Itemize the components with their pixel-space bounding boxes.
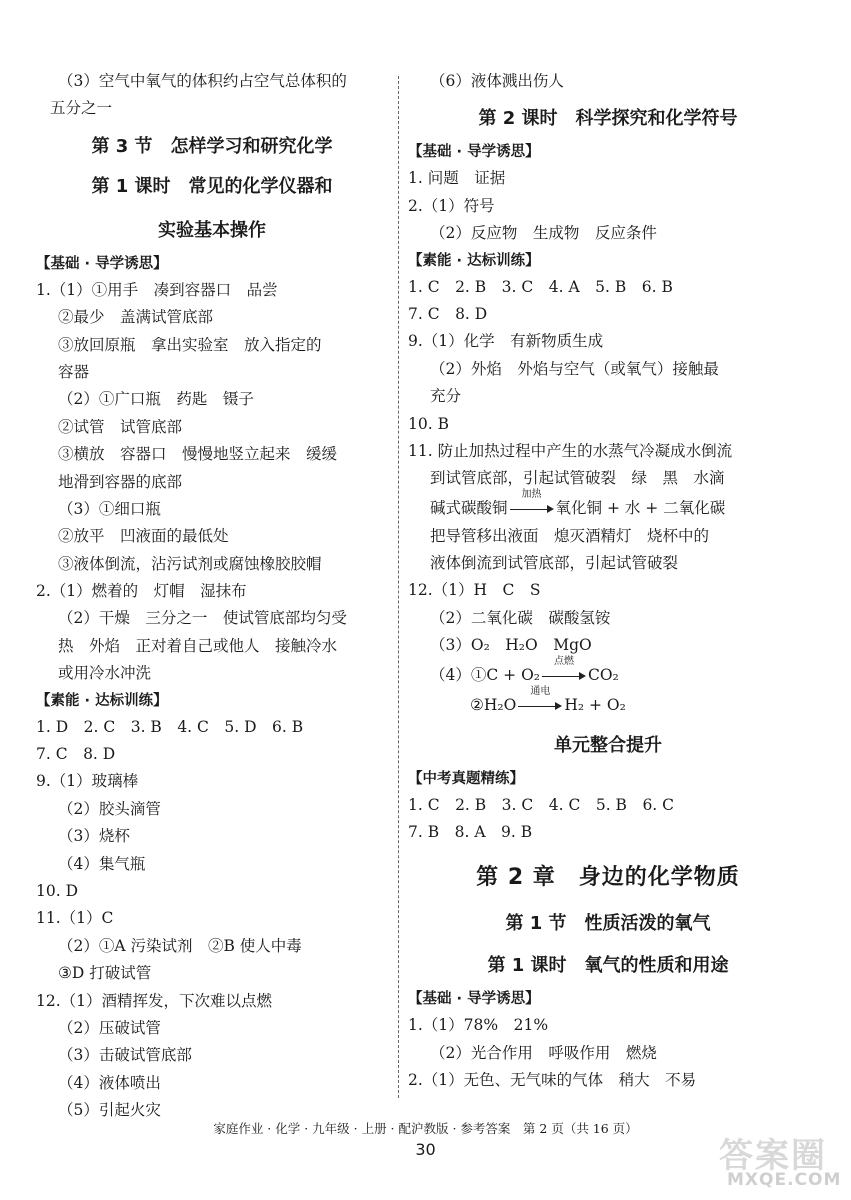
right-column	[408, 68, 808, 1095]
lesson-title: 第 1 课时 常见的化学仪器和	[91, 175, 333, 197]
answer-line: （2）反应物 生成物 反应条件	[430, 224, 657, 243]
product: CO₂	[587, 665, 619, 684]
answer-line: 把导管移出液面 熄灭酒精灯 烧杯中的	[430, 526, 710, 545]
answer-line: （3）击破试管底部	[58, 1046, 192, 1065]
answer-line: 地滑到容器的底部	[58, 472, 183, 491]
lesson-title: 第 2 课时 科学探究和化学符号	[478, 108, 738, 130]
reactant: ②H₂O	[470, 695, 517, 714]
answer-line: 五分之一	[50, 99, 113, 118]
answer-line: （3）①细口瓶	[58, 499, 161, 518]
answer-line: 1.（1）①用手 凑到容器口 品尝	[36, 280, 278, 299]
lesson-title: 第 1 课时 氧气的性质和用途	[487, 955, 729, 977]
section-header: 【基础 · 导学诱思】	[36, 255, 168, 272]
answer-line: （2）二氧化碳 碳酸氢铵	[430, 608, 611, 627]
section-header: 【基础 · 导学诱思】	[408, 144, 540, 161]
answer-line: （2）压破试管	[58, 1018, 161, 1037]
lesson-title: 实验基本操作	[158, 219, 266, 241]
answer-line: （3）烧杯	[58, 827, 130, 846]
answer-line: 1. D 2. C 3. B 4. C 5. D 6. B	[36, 717, 304, 736]
reaction-condition: 加热	[521, 488, 542, 500]
answer-line: 7. B 8. A 9. B	[408, 823, 533, 842]
section-title: 第 3 节 怎样学习和研究化学	[91, 135, 333, 157]
reaction-equation	[408, 488, 808, 523]
section-header: 【素能 · 达标训练】	[36, 692, 168, 709]
answer-line: （2）胶头滴管	[58, 799, 161, 818]
answer-line: 7. C 8. D	[408, 304, 488, 323]
answer-line: 12.（1）酒精挥发，下次难以点燃	[36, 991, 273, 1010]
answer-line: （2）外焰 外焰与空气（或氧气）接触最	[430, 359, 719, 378]
answer-line: （4）集气瓶	[58, 854, 146, 873]
left-column	[36, 68, 388, 1125]
answer-line: ③D 打破试管	[58, 964, 152, 983]
answer-line: 10. D	[36, 881, 79, 900]
answer-line: 11. 防止加热过程中产生的水蒸气冷凝成水倒流	[408, 441, 733, 460]
answer-line: （5）引起火灾	[58, 1101, 161, 1120]
answer-line: 1. C 2. B 3. C 4. C 5. B 6. C	[408, 795, 675, 814]
answer-line: ③横放 容器口 慢慢地竖立起来 缓缓	[58, 445, 338, 464]
watermark-text: 答案圈	[719, 1136, 827, 1176]
answer-line: 液体倒流到试管底部，引起试管破裂	[430, 554, 679, 573]
reaction-arrow-icon	[542, 655, 586, 683]
answer-line: 2.（1）燃着的 灯帽 湿抹布	[36, 582, 247, 601]
answer-line: ②最少 盖满试管底部	[58, 308, 214, 327]
answer-line: （4）液体喷出	[58, 1073, 161, 1092]
unit-title: 单元整合提升	[554, 734, 662, 756]
reaction-condition: 点燃	[553, 655, 574, 667]
reaction-arrow-icon	[518, 685, 562, 713]
chapter-title: 第 2 章 身边的化学物质	[476, 865, 740, 891]
page-footer: 家庭作业 · 化学 · 九年级 · 上册 · 配沪教版 · 参考答案 第 2 页（共 16 页）	[213, 1121, 638, 1136]
answer-line: 充分	[430, 387, 462, 406]
answer-line: 1. C 2. B 3. C 4. A 5. B 6. B	[408, 277, 673, 296]
reactant: （4）①C + O₂	[430, 665, 540, 684]
reaction-equation	[408, 655, 808, 690]
answer-line: 热 外焰 正对着自己或他人 接触冷水	[58, 636, 338, 655]
answer-line: 7. C 8. D	[36, 745, 116, 764]
section-header: 【基础 · 导学诱思】	[408, 991, 540, 1008]
answer-line: 9.（1）化学 有新物质生成	[408, 332, 604, 351]
answer-line: 2.（1）无色、无气味的气体 稍大 不易	[408, 1071, 697, 1090]
reactant: 碱式碳酸铜	[430, 498, 508, 517]
page-number: 30	[415, 1140, 436, 1159]
answer-line: 11.（1）C	[36, 909, 114, 928]
reaction-equation	[408, 685, 808, 720]
answer-line: ②放平 凹液面的最低处	[58, 527, 229, 546]
product: 氧化铜 + 水 + 二氧化碳	[555, 498, 726, 517]
product: H₂ + O₂	[564, 695, 626, 714]
answer-line: （2）①广口瓶 药匙 镊子	[58, 390, 254, 409]
answer-line: ③放回原瓶 拿出实验室 放入指定的	[58, 335, 322, 354]
watermark-url: MXQE.COM	[727, 1170, 842, 1190]
section-header: 【素能 · 达标训练】	[408, 252, 540, 269]
column-divider	[398, 76, 399, 1098]
answer-line: 1.（1）78% 21%	[408, 1016, 549, 1035]
answer-line: （2）①A 污染试剂 ②B 使人中毒	[58, 936, 302, 955]
reaction-arrow-icon	[510, 488, 554, 516]
answer-line: ②试管 试管底部	[58, 417, 183, 436]
answer-line: 或用冷水冲洗	[58, 664, 152, 683]
answer-line: 10. B	[408, 414, 449, 433]
answer-line: 1. 问题 证据	[408, 169, 506, 188]
watermark-logo	[713, 1128, 841, 1194]
section-header: 【中考真题精练】	[408, 770, 524, 787]
answer-line: 9.（1）玻璃棒	[36, 772, 139, 791]
answer-line: （2）光合作用 呼吸作用 燃烧	[430, 1043, 657, 1062]
answer-line: （3）O₂ H₂O MgO	[430, 636, 592, 655]
section-title: 第 1 节 性质活泼的氧气	[505, 913, 711, 935]
answer-line: （2）干燥 三分之一 使试管底部均匀受	[58, 609, 347, 628]
answer-line: 12.（1）H C S	[408, 581, 541, 600]
reaction-condition: 通电	[530, 685, 551, 697]
answer-line: （3）空气中氧气的体积约占空气总体积的	[58, 72, 347, 90]
answer-line: （6）液体溅出伤人	[430, 72, 564, 90]
answer-line: 2.（1）符号	[408, 196, 495, 215]
answer-line: ③液体倒流，沾污试剂或腐蚀橡胶胶帽	[58, 554, 322, 573]
answer-line: 到试管底部，引起试管破裂 绿 黑 水滴	[430, 469, 725, 488]
answer-line: 容器	[58, 362, 90, 381]
